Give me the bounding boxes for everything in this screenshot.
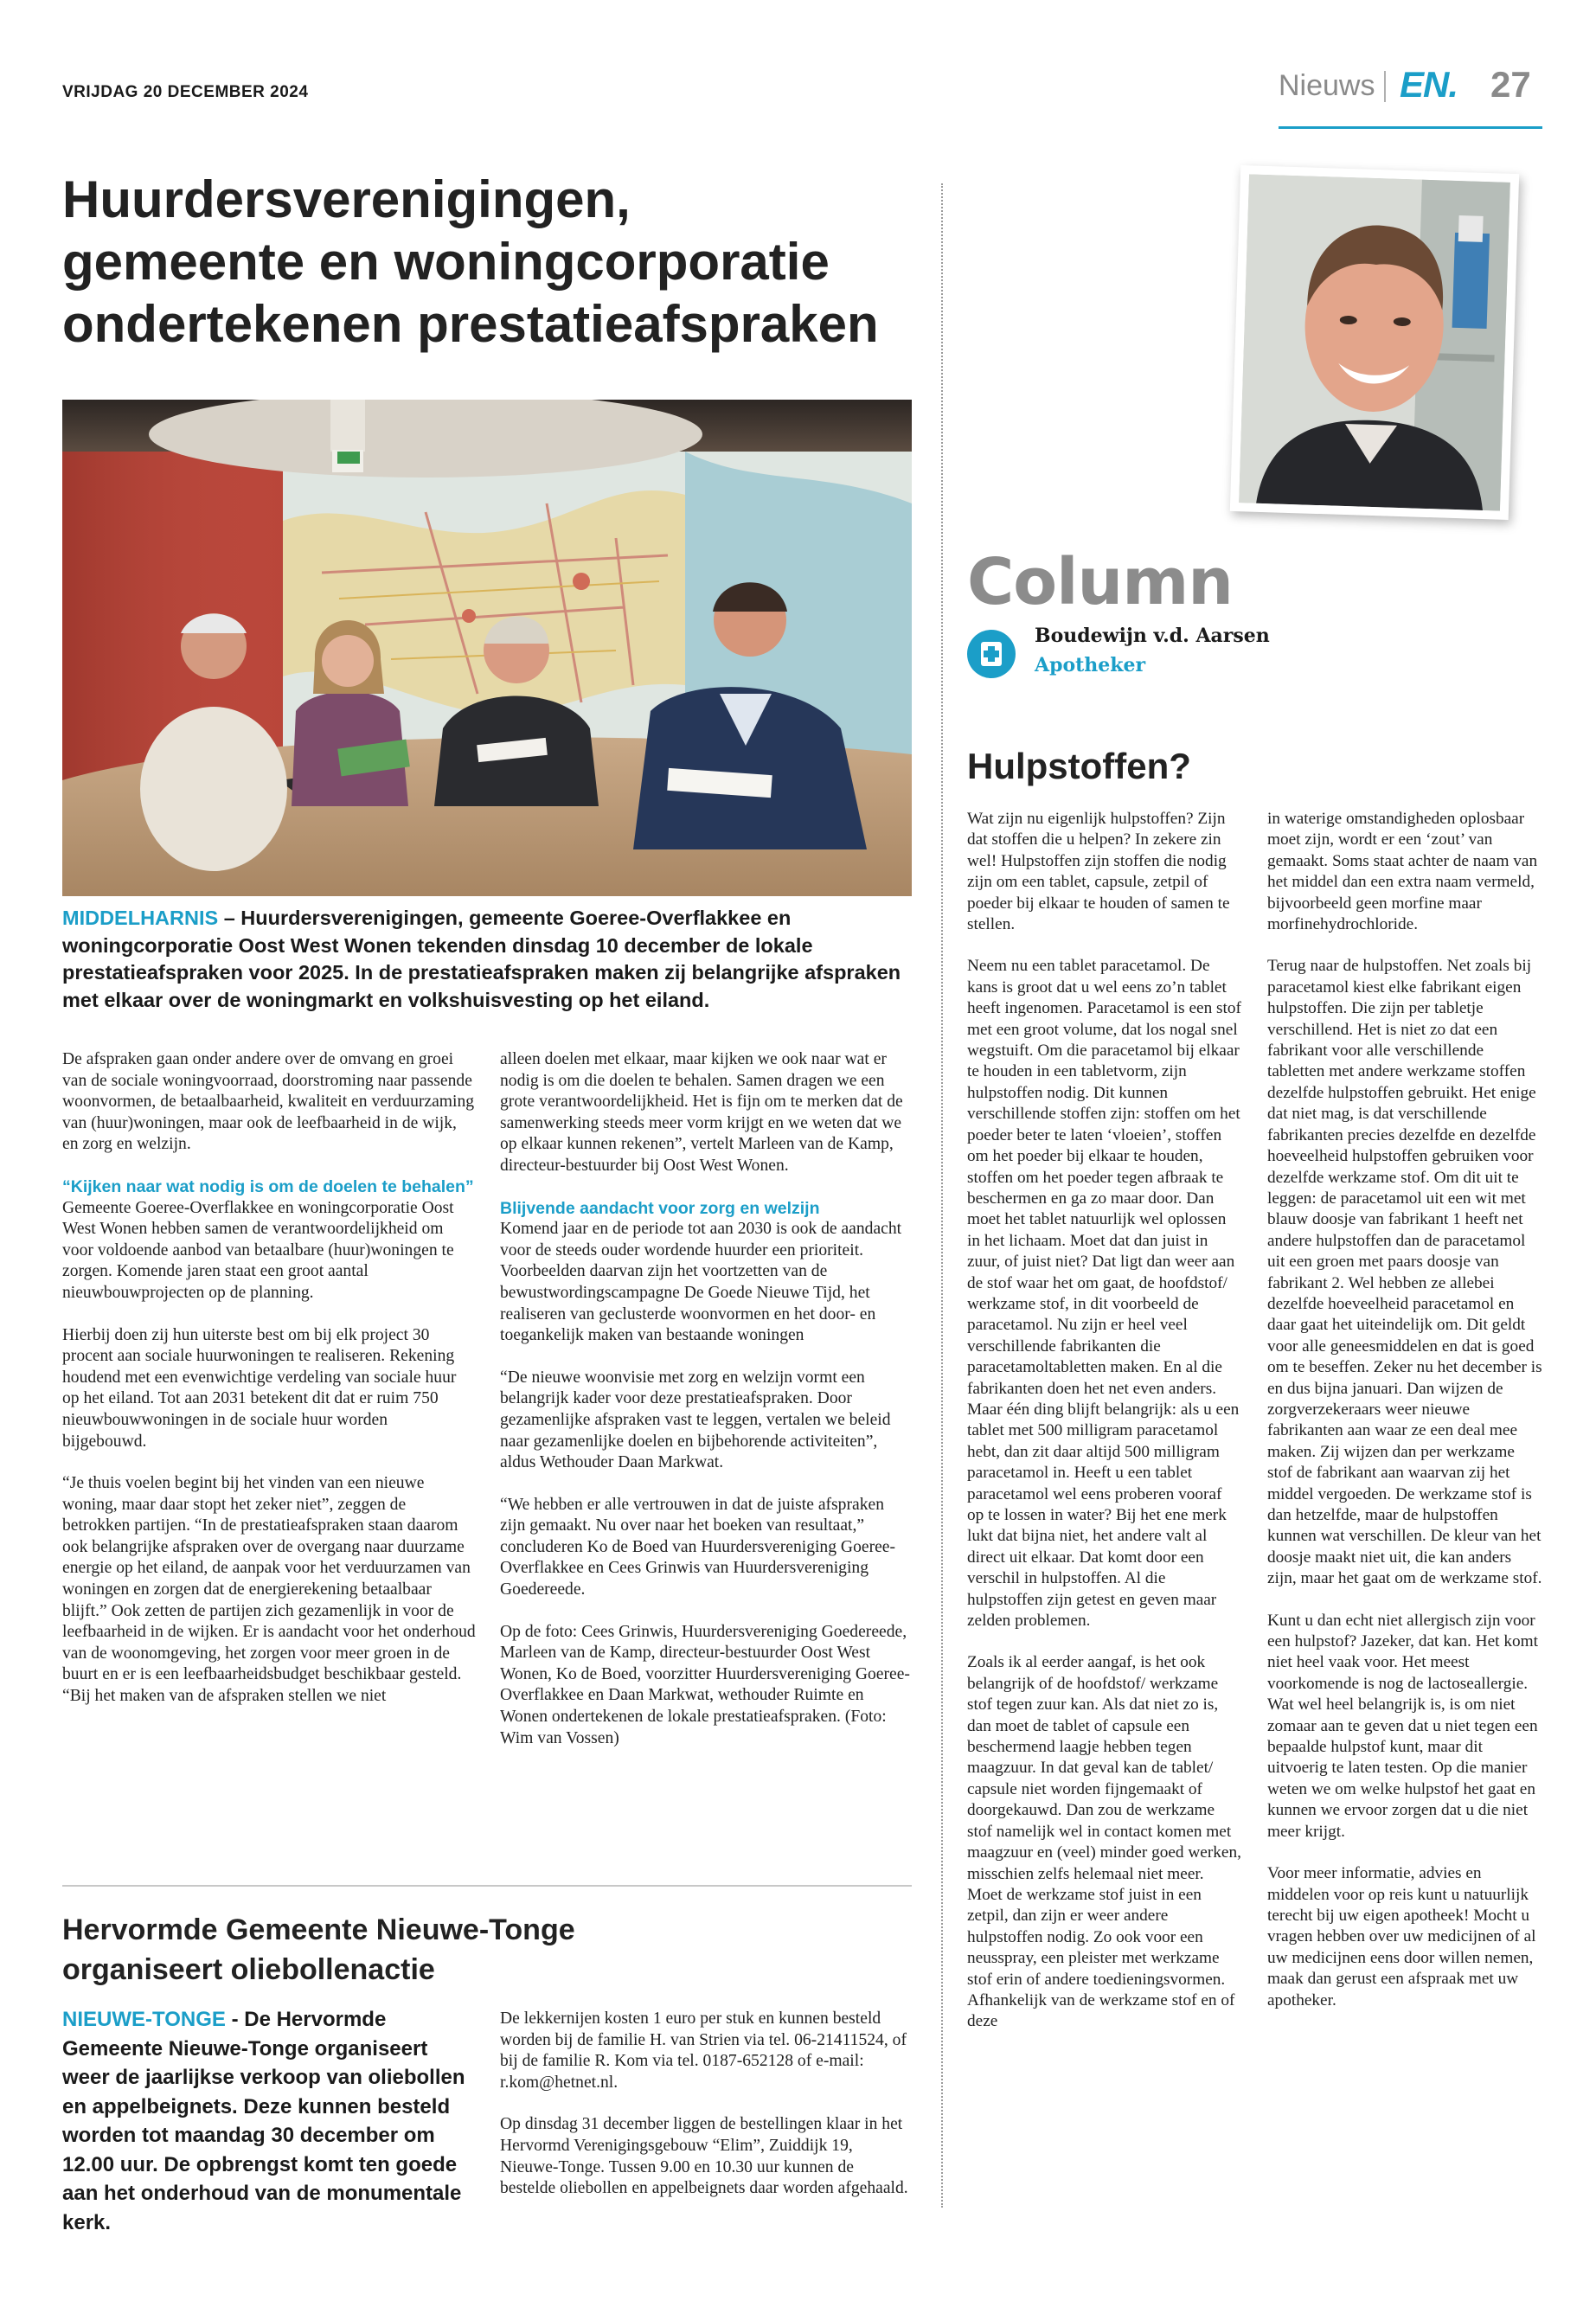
paragraph: Wat zijn nu eigenlijk hulpstoffen? Zijn dat stoffen die u helpen? In zekere zin wel! Hulpstoffen zijn stoffen die nodig zijn om een tablet, capsule, zetpil of poeder bij elkaar te houden of samen te stellen. <box>967 810 1230 934</box>
paragraph: in waterige omstandigheden oplosbaar moet zijn, wordt er een ‘zout’ van gemaakt. Soms staat achter de naam van het middel dan een extra naam vermeld, bijvoorbeeld geen morfine maar morfinehydrochloride. <box>1267 810 1538 934</box>
intro-text: - De Hervormde Gemeente Nieuwe-Tonge organiseert weer de jaarlijkse verkoop van oliebollen en appelbeignets. Deze kunnen besteld worden tot maandag 30 december om 12.00 uur. De opbrengst komt ten goede aan het onderhoud van de monumentale kerk. <box>62 2008 465 2234</box>
column-divider <box>941 183 943 2208</box>
header-rule <box>1279 126 1542 129</box>
paragraph: Komend jaar en de periode tot aan 2030 is ook de aandacht voor de steeds ouder wordende huurder een prioriteit. Voorbeelden daarvan zijn het voortzetten van de bewustwordingscampagne De Goede Nieuwe Tijd, het realiseren van geclusterde woonvormen en het door- en toegankelijk maken van bestaande woningen <box>500 1220 902 1345</box>
columnist-role: Apotheker <box>1035 654 1146 676</box>
headline-line: Huurdersverenigingen, <box>62 170 631 228</box>
section-label: Nieuws <box>1279 69 1375 102</box>
paragraph: alleen doelen met elkaar, maar kijken we ook naar wat er nodig is om die doelen te behalen. Samen dragen we een grote verantwoordelijkheid. Het is fijn om te merken dat de samenwerking steeds meer vorm krijgt en we weten dat we op elkaar kunnen rekenen”, vertelt Marleen van de Kamp, directeur-bestuurder bij Oost West Wonen. <box>500 1050 903 1175</box>
article-divider <box>62 1885 912 1887</box>
columnist-name: Boudewijn v.d. Aarsen <box>1035 625 1270 647</box>
paragraph: Voor meer informatie, advies en middelen voor op reis kunt u natuurlijk terecht bij uw eigen apotheek! Mocht u vragen hebben over uw medicijnen of al uw medicijnen eens door willen nemen, maak dan gerust een afspraak met uw apotheker. <box>1267 1864 1536 2009</box>
photo-caption: Op de foto: Cees Grinwis, Huurdersvereniging Goedereede, Marleen van de Kamp, directeur-bestuurder Oost West Wonen, Ko de Boed, voorzitter Huurdersvereniging Goeree-Overflakkee en Daan Markwat, wethouder Ruimte en Wonen ondertekenen de lokale prestatieafspraken. (Foto: Wim van Vossen) <box>500 1622 910 1747</box>
article-column-2 <box>500 1049 913 1770</box>
paragraph: Hierbij doen zij hun uiterste best om bij elk project 30 procent aan sociale huurwoningen te realiseren. Rekening houdend met een evenwichtige verdeling van sociale huur op het eiland. Tot aan 2031 betekent dit dat er ruim 750 nieuwbouwwoningen in de sociale huur worden bijgebouwd. <box>62 1325 457 1451</box>
issue-date: VRIJDAG 20 DECEMBER 2024 <box>62 83 309 101</box>
paragraph: Gemeente Goeree-Overflakkee en woningcorporatie Oost West Wonen hebben samen de verantwoordelijkheid om voor voldoende aanbod van betaalbare (huur)woningen te zorgen. Komende jaren staat een groot aantal nieuwbouwprojecten op de planning. <box>62 1198 454 1302</box>
paragraph: “We hebben er alle vertrouwen in dat de juiste afspraken zijn gemaakt. Nu over naar het boeken van resultaat,” concluderen Ko de Boed van Huurdersvereniging Goeree-Overflakkee en Cees Grinwis van Huurdersvereniging Goedereede. <box>500 1495 896 1599</box>
paragraph: “De nieuwe woonvisie met zorg en welzijn vormt een belangrijk kader voor deze prestatieafspraken. Door gezamenlijke afspraken vast te leggen, vertalen we beleid naar gezamenlijke doelen en bijbehorende activiteiten”, aldus Wethouder Daan Markwat. <box>500 1368 891 1472</box>
article-column-1 <box>62 1049 476 1708</box>
paragraph: Op dinsdag 31 december liggen de bestellingen klaar in het Hervormd Verenigingsgebouw “Elim”, Zuiddijk 19, Nieuwe-Tonge. Tussen 9.00 en 10.30 uur kunnen de bestelde oliebollen en appelbeignets daar worden afgehaald. <box>500 2115 908 2198</box>
paragraph: “Bij het maken van de afspraken stellen we niet <box>62 1687 387 1706</box>
article-intro <box>62 905 919 1014</box>
pharmacy-cross-icon <box>967 630 1016 678</box>
dateline-place: NIEUWE-TONGE <box>62 2008 226 2031</box>
paragraph: “Je thuis voelen begint bij het vinden van een nieuwe woning, maar daar stopt het zeker niet”, zeggen de betrokken partijen. “In de prestatieafspraken staan daarom ook belangrijke afspraken over de overgang naar duurzame energie op het eiland, de aanpak voor het verduurzamen van woningen en zorgen dat de energierekening betaalbaar blijft.” Ook zetten de partijen zich gezamenlijk in voor de leefbaarheid in de wijken. Er is aandacht voor het onderhoud van de woonomgeving, het zorgen voor meer groen in de buurt en er is een leefbaarheidsbudget beschikbaar gesteld. <box>62 1474 476 1684</box>
article2-headline <box>62 1910 633 1990</box>
article-headline <box>62 169 919 356</box>
headline-line: ondertekenen prestatieafspraken <box>62 295 879 353</box>
headline-line: Hervormde Gemeente Nieuwe-Tonge <box>62 1913 575 1946</box>
paragraph: Terug naar de hulpstoffen. Net zoals bij paracetamol kiest elke fabrikant eigen hulpstoffen. Die zijn per tabletje verschillend. Het is niet zo dat een fabrikant voor alle verschillende tabletten met andere werkzame stoffen dezelfde hulpstoffen gebruikt. Het enige dat niet mag, is dat verschillende fabrikanten precies dezelfde en dezelfde hoeveelheid hulpstoffen gebruiken voor dezelfde werkzame stof. Om dit uit te leggen: de paracetamol uit een wit met blauw doosje van fabrikant 1 heeft net andere hulpstoffen dan de paracetamol uit een groen met paars doosje van fabrikant 2. Wel hebben ze allebei dezelfde hoeveelheid paracetamol en daar gaat het uiteindelijk om. Dit geldt voor alle geneesmiddelen en dat is goed om te beseffen. Zeker nu het december is en dus bijna januari. Dan wijzen de zorgverzekeraars weer nieuwe fabrikanten aan waar ze een deal mee maken. Zij wijzen dan per werkzame stof de fabrikant aan waarvan zij het middel vergoeden. De werkzame stof is dan hetzelfde, maar de hulpstoffen kunnen wat verschillen. De kleur van het doosje maakt niet uit, die kan anders zijn, maar het gaat om de werkzame stof. <box>1267 957 1542 1588</box>
headline-line: gemeente en woningcorporatie <box>62 233 830 291</box>
subheading: Blijvende aandacht voor zorg en welzijn <box>500 1198 820 1218</box>
paragraph: Kunt u dan echt niet allergisch zijn voor een hulpstof? Jazeker, dat kan. Het komt niet heel vaak voor. Het meest voorkomende is nog de lactoseallergie. Wat wel heel belangrijk is, is om niet zomaar aan te geven dat u niet tegen een bepaalde hulpstof kunt, maar dit uitvoerig te laten testen. Op die manier weten we om welke hulpstof het gaat en kunnen we ervoor zorgen dat u die niet meer krijgt. <box>1267 1611 1538 1841</box>
paragraph: De lekkernijen kosten 1 euro per stuk en kunnen besteld worden bij de familie H. van Strien via tel. 06-21411524, of bij de familie R. Kom via tel. 0187-652128 of e-mail: r.kom@hetnet.nl. <box>500 2009 907 2092</box>
column-headline: Hulpstoffen? <box>967 746 1191 786</box>
columnist-portrait <box>1230 165 1519 520</box>
header-separator <box>1384 71 1386 102</box>
paragraph: Neem nu een tablet paracetamol. De kans is groot dat u wel eens zo’n tablet heeft ingenomen. Paracetamol is een stof met een groot volume, dat los nogal snel wegstuift. Om die paracetamol bij elkaar te houden in een tabletvorm, zijn hulpstoffen nodig. Dit kunnen verschillende stoffen zijn: stoffen om het poeder beter te laten ‘vloeien’, stoffen om het poeder bij elkaar te houden, stoffen om het poeder tegen afbraak te beschermen en ga zo maar door. Dan moet het tablet natuurlijk wel oplossen in het lichaam. Moet dat dan juist in zuur, of juist niet? Dat ligt dan weer aan de stof waar het om gaat, de hoofdstof/ werkzame stof, in dit voorbeeld de paracetamol. Nu zijn er heel veel verschillende fabrikanten die paracetamoltabletten maken. En al die fabrikanten doen het net even anders. Maar één ding blijft belangrijk: als u een tablet met 500 milligram paracetamol hebt, dan zit daar altijd 500 milligram paracetamol in. Heeft u een tablet paracetamol wel eens proberen vooraf op te lossen in water? Bij het ene merk lukt dat bijna niet, het andere valt al direct uit elkaar. Dat komt door een verschil in hulpstoffen. Al die hulpstoffen zijn getest en geven maar zelden problemen. <box>967 957 1241 1631</box>
paragraph: De afspraken gaan onder andere over de omvang en groei van de sociale woningvoorraad, doorstroming naar passende woonvormen, de betaalbaarheid, kwaliteit en verduurzaming van (huur)woningen, maar ook de leefbaarheid in de wijk, en zorg en welzijn. <box>62 1050 475 1154</box>
page-number: 27 <box>1490 64 1531 105</box>
headline-line: organiseert oliebollenactie <box>62 1953 435 1986</box>
dateline-place: MIDDELHARNIS <box>62 907 219 929</box>
column-text-right <box>1267 809 1542 2032</box>
column-text-left <box>967 809 1242 2054</box>
article2-body <box>500 2009 913 2221</box>
column-label: Column <box>967 545 1233 619</box>
article-photo <box>62 400 912 896</box>
brand-logo: EN. <box>1400 64 1458 105</box>
article2-intro <box>62 2005 476 2237</box>
subheading: “Kijken naar wat nodig is om de doelen te behalen” <box>62 1176 474 1196</box>
intro-text: – Huurdersverenigingen, gemeente Goeree-Overflakkee en woningcorporatie Oost West Wonen tekenden dinsdag 10 december de lokale prestatieafspraken voor 2025. In de prestatieafspraken maken zij belangrijke afspraken met elkaar over de woningmarkt en volkshuisvesting op het eiland. <box>62 907 901 1011</box>
paragraph: Zoals ik al eerder aangaf, is het ook belangrijk of de hoofdstof/ werkzame stof tegen zuur kan. Als dat niet zo is, dan moet de tablet of capsule een beschermend laagje hebben tegen maagzuur. In dat geval kan de tablet/ capsule niet worden fijngemaakt of doorgekauwd. Dan zou de werkzame stof namelijk wel in contact komen met maagzuur en (veel) minder goed werken, misschien zelfs helemaal niet meer. Moet de werkzame stof juist in een zetpil, dan zijn er weer andere hulpstoffen nodig. Zo ook voor een neusspray, een pleister met werkzame stof erin of andere toedieningsvormen. Afhankelijk van de werkzame stof en of deze <box>967 1653 1241 2031</box>
